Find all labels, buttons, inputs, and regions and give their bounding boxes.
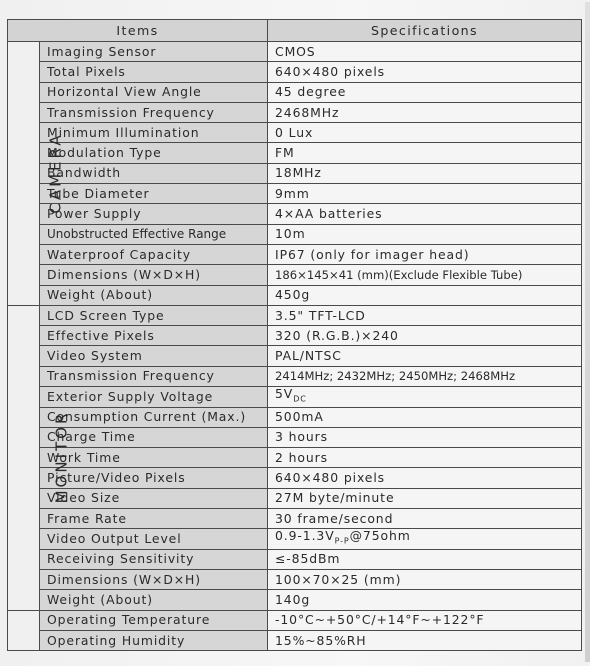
table-body [8, 42, 582, 651]
spec-cell: 15%~85%RH [268, 630, 582, 650]
item-cell: Weight (About) [40, 285, 268, 305]
item-cell: Total Pixels [40, 62, 268, 82]
group-label: CAMERA [46, 132, 65, 214]
spec-cell: 2414MHz; 2432MHz; 2450MHz; 2468MHz [268, 366, 582, 386]
item-cell: Consumption Current (Max.) [40, 407, 268, 427]
item-cell: Picture/Video Pixels [40, 468, 268, 488]
spec-cell: CMOS [268, 42, 582, 62]
spec-cell: 450g [268, 285, 582, 305]
table-row [8, 285, 582, 305]
table-header-row [8, 20, 582, 42]
spec-cell: 3 hours [268, 427, 582, 447]
table-row [8, 143, 582, 163]
table-row [8, 509, 582, 529]
spec-subscript: DC [293, 394, 307, 404]
item-cell: Horizontal View Angle [40, 82, 268, 102]
spec-cell: 500mA [268, 407, 582, 427]
spec-value: 0.9-1.3V [275, 528, 335, 544]
item-cell: Operating Temperature [40, 610, 268, 630]
item-cell: Weight (About) [40, 590, 268, 610]
item-cell: Video Output Level [40, 529, 268, 549]
table-row [8, 549, 582, 569]
table-row [8, 204, 582, 224]
group-label-cell [8, 305, 71, 610]
item-cell: Frame Rate [40, 509, 268, 529]
spec-cell: ≤-85dBm [268, 549, 582, 569]
item-cell: Video Size [40, 488, 268, 508]
specifications-column-header: Specifications [268, 20, 582, 42]
table-row [8, 265, 582, 285]
spec-cell: 30 frame/second [268, 509, 582, 529]
group-label-cell [8, 610, 40, 651]
spec-cell: 2468MHz [268, 102, 582, 122]
page-edge [585, 2, 590, 662]
item-cell: Transmission Frequency [40, 366, 268, 386]
spec-cell: -10°C~+50°C/+14°F~+122°F [268, 610, 582, 630]
item-cell: Effective Pixels [40, 326, 268, 346]
table-row [8, 82, 582, 102]
item-cell: Modulation Type [40, 143, 268, 163]
table-row [8, 224, 582, 244]
spec-cell: 4×AA batteries [268, 204, 582, 224]
table-row [8, 163, 582, 183]
item-cell: Operating Humidity [40, 630, 268, 650]
items-column-header: Items [8, 20, 268, 42]
table-row [8, 590, 582, 610]
table-row [8, 630, 582, 650]
group-label: MONITOR [52, 410, 71, 504]
table-row [8, 62, 582, 82]
table-row [8, 427, 582, 447]
item-cell: Work Time [40, 448, 268, 468]
spec-cell [268, 529, 582, 549]
table-row [8, 102, 582, 122]
item-cell: Receiving Sensitivity [40, 549, 268, 569]
table-row [8, 488, 582, 508]
group-label-cell [8, 42, 65, 306]
spec-subscript: P-P [334, 536, 350, 546]
spec-cell: FM [268, 143, 582, 163]
spec-cell: 140g [268, 590, 582, 610]
table-row [8, 448, 582, 468]
spec-cell: 0 Lux [268, 123, 582, 143]
spec-cell: 9mm [268, 184, 582, 204]
table-row [8, 387, 582, 407]
item-cell: Exterior Supply Voltage [40, 387, 268, 407]
item-cell: Charge Time [40, 427, 268, 447]
item-cell: Waterproof Capacity [40, 244, 268, 264]
table-row [8, 529, 582, 549]
spec-value: 5V [275, 386, 294, 402]
spec-cell [268, 387, 582, 407]
item-cell: Dimensions (W×D×H) [40, 265, 268, 285]
table-row [8, 244, 582, 264]
spec-cell: 2 hours [268, 448, 582, 468]
table-row [8, 346, 582, 366]
item-cell: Transmission Frequency [40, 102, 268, 122]
table-row [8, 610, 582, 630]
spec-cell: 18MHz [268, 163, 582, 183]
spec-value-suffix: @75ohm [349, 528, 411, 544]
spec-cell: 640×480 pixels [268, 62, 582, 82]
specifications-table [7, 19, 582, 651]
item-cell: Video System [40, 346, 268, 366]
spec-cell: 640×480 pixels [268, 468, 582, 488]
table-row [8, 123, 582, 143]
table-row [8, 326, 582, 346]
item-cell: Imaging Sensor [40, 42, 268, 62]
spec-cell: 186×145×41 (mm)(Exclude Flexible Tube) [268, 265, 582, 285]
item-cell: Tube Diameter [40, 184, 268, 204]
item-cell: LCD Screen Type [40, 305, 268, 325]
item-cell: Unobstructed Effective Range [40, 224, 268, 244]
spec-cell: 27M byte/minute [268, 488, 582, 508]
table-row [8, 42, 582, 62]
table-row [8, 468, 582, 488]
item-cell: Dimensions (W×D×H) [40, 570, 268, 590]
table-row [8, 184, 582, 204]
table-row [8, 407, 582, 427]
item-cell: Minimum Illumination [40, 123, 268, 143]
table-row [8, 305, 582, 325]
spec-cell: PAL/NTSC [268, 346, 582, 366]
table-row [8, 366, 582, 386]
item-cell: Power Supply [40, 204, 268, 224]
spec-cell: 10m [268, 224, 582, 244]
spec-cell: IP67 (only for imager head) [268, 244, 582, 264]
item-cell: Bandwidth [40, 163, 268, 183]
spec-cell: 45 degree [268, 82, 582, 102]
spec-cell: 100×70×25 (mm) [268, 570, 582, 590]
table-row [8, 570, 582, 590]
spec-cell: 320 (R.G.B.)×240 [268, 326, 582, 346]
spec-cell: 3.5" TFT-LCD [268, 305, 582, 325]
